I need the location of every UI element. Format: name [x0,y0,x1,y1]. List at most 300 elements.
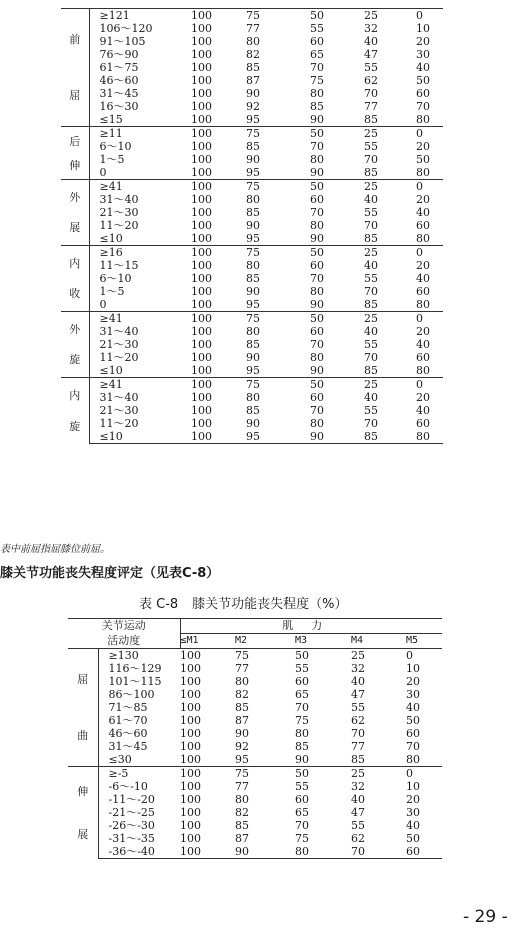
table-row [61,312,443,326]
value-cell: 40 [416,61,430,74]
value-cell: 100 [180,649,235,663]
table-row [68,688,442,701]
value-cell: 65 [295,688,309,701]
value-cell: 75 [246,127,310,141]
value-cell: 40 [364,391,378,404]
range-cell: ≤30 [98,753,180,767]
value-cell: 60 [295,675,309,688]
value-cell: 60 [310,391,324,404]
value-cell: 65 [310,48,324,61]
range-cell: ≥11 [89,127,191,141]
value-cell: 100 [191,246,246,260]
value-cell: 60 [406,845,442,859]
header-level: M4 [351,635,364,646]
value-cell: 87 [246,74,260,87]
value-cell: 50 [310,246,364,260]
value-cell: 100 [191,219,212,232]
value-cell: 80 [246,325,260,338]
value-cell: 50 [416,153,430,166]
value-cell: 50 [310,127,364,141]
value-cell: 100 [191,127,246,141]
group-label-char: 内 [69,389,81,402]
value-cell: 75 [295,832,309,845]
value-cell: 100 [191,298,246,312]
range-cell: 86～100 [108,688,155,701]
group-label-stack [61,380,89,441]
value-cell: 80 [416,298,443,312]
value-cell: 20 [406,675,420,688]
value-cell: 32 [351,780,365,793]
table-row [68,649,442,663]
value-cell: 100 [180,819,201,832]
value-cell: 70 [416,100,430,113]
value-cell: 82 [246,48,260,61]
value-cell: 55 [310,22,324,35]
value-cell: 25 [364,378,416,392]
header-range-of-motion: 活动度 [68,634,180,649]
value-cell: 55 [364,140,378,153]
range-cell: ≥41 [89,378,191,392]
value-cell: 100 [191,391,212,404]
value-cell: 25 [364,9,416,23]
group-label-stack [68,769,98,856]
table-c8 [68,618,442,859]
motion-group-label [61,246,89,312]
motion-group-label [61,9,89,127]
table-row [61,246,443,260]
table-row [68,767,442,781]
table-row [61,232,443,246]
value-cell: 100 [180,845,235,859]
value-cell: 25 [364,127,416,141]
value-cell: 62 [351,832,365,845]
group-label-char: 前 [69,32,81,46]
range-cell: 31～40 [99,193,139,206]
value-cell: 70 [310,206,324,219]
value-cell: 50 [416,74,430,87]
value-cell: 20 [406,793,420,806]
value-cell: 55 [351,819,365,832]
table-c7-body [61,9,443,444]
value-cell: 60 [310,259,324,272]
value-cell: 75 [235,649,295,663]
value-cell: 100 [191,351,212,364]
range-cell: ≥41 [89,180,191,194]
value-cell: 62 [364,74,378,87]
value-cell: 60 [416,219,430,232]
value-cell: 85 [364,298,416,312]
table-row [68,727,442,740]
value-cell: 70 [310,338,324,351]
value-cell: 40 [416,272,430,285]
range-cell: -31～-35 [108,832,155,845]
table-row [61,193,443,206]
value-cell: 92 [246,100,260,113]
motion-group-label [61,312,89,378]
value-cell: 0 [416,127,443,141]
value-cell: 55 [364,338,378,351]
table-row [61,272,443,285]
motion-group-label [68,767,98,859]
value-cell: 55 [295,662,309,675]
value-cell: 80 [246,193,260,206]
value-cell: 100 [191,232,246,246]
range-cell: 106～120 [99,22,153,35]
range-cell: 76～90 [99,48,139,61]
value-cell: 60 [416,285,430,298]
table-c8-body [68,649,442,859]
value-cell: 85 [235,819,249,832]
value-cell: 50 [406,714,420,727]
value-cell: 82 [235,806,249,819]
value-cell: 30 [416,48,430,61]
value-cell: 60 [310,193,324,206]
header-level: ≤M1 [180,635,199,646]
group-label-char: 屈 [77,672,89,686]
table-c7-continued [61,8,443,444]
value-cell: 70 [364,417,378,430]
value-cell: 80 [246,259,260,272]
value-cell: 90 [235,727,249,740]
table-footnote: 表中前屈指屈膝位前屈。 [0,544,110,555]
value-cell: 100 [191,113,246,127]
range-cell: 31～45 [99,87,139,100]
value-cell: 60 [416,351,430,364]
value-cell: 70 [310,404,324,417]
value-cell: 90 [310,430,364,444]
value-cell: 60 [310,325,324,338]
value-cell: 70 [295,819,309,832]
table-row [68,806,442,819]
range-cell: ≥16 [89,246,191,260]
range-cell: 46～60 [108,727,148,740]
group-label-stack [61,129,89,177]
value-cell: 100 [191,100,212,113]
value-cell: 40 [364,259,378,272]
range-cell: ≤10 [89,364,191,378]
value-cell: 80 [235,793,249,806]
range-cell: 21～30 [99,338,139,351]
value-cell: 20 [416,35,430,48]
value-cell: 40 [406,701,420,714]
value-cell: 100 [191,61,212,74]
range-cell: 116～129 [108,662,162,675]
table-row [68,662,442,675]
value-cell: 85 [364,364,416,378]
range-cell: 31～40 [99,391,139,404]
value-cell: 40 [351,675,365,688]
table-row [68,675,442,688]
table-row [61,364,443,378]
value-cell: 75 [246,246,310,260]
value-cell: 90 [246,87,260,100]
table-row [61,61,443,74]
range-cell: 61～75 [99,61,139,74]
value-cell: 92 [235,740,249,753]
range-cell: -6～-10 [108,780,148,793]
range-cell: -21～-25 [108,806,155,819]
value-cell: 75 [310,74,324,87]
value-cell: 85 [246,338,260,351]
value-cell: 87 [235,714,249,727]
value-cell: 85 [364,113,416,127]
group-label-char: 后 [69,134,81,148]
value-cell: 100 [191,87,212,100]
value-cell: 100 [180,701,201,714]
value-cell: 77 [235,662,249,675]
value-cell: 70 [295,701,309,714]
value-cell: 80 [246,391,260,404]
table-row [61,325,443,338]
value-cell: 90 [310,364,364,378]
group-label-char: 伸 [69,158,81,172]
value-cell: 80 [310,153,324,166]
value-cell: 25 [364,246,416,260]
value-cell: 55 [364,272,378,285]
value-cell: 100 [191,259,212,272]
range-cell: 1～5 [99,153,125,166]
value-cell: 25 [364,180,416,194]
value-cell: 75 [295,714,309,727]
value-cell: 80 [295,727,309,740]
value-cell: 80 [310,417,324,430]
value-cell: 25 [351,649,406,663]
value-cell: 85 [351,753,406,767]
table-row [61,298,443,312]
value-cell: 40 [416,404,430,417]
range-cell: 71～85 [108,701,148,714]
value-cell: 90 [246,351,260,364]
value-cell: 32 [364,22,378,35]
value-cell: 20 [416,391,430,404]
value-cell: 0 [416,312,443,326]
value-cell: 75 [235,767,295,781]
value-cell: 60 [310,35,324,48]
value-cell: 85 [246,140,260,153]
value-cell: 80 [416,166,443,180]
header-level: M3 [295,635,308,646]
value-cell: 100 [191,404,212,417]
table-row [68,793,442,806]
value-cell: 65 [295,806,309,819]
value-cell: 100 [191,48,212,61]
value-cell: 50 [295,649,351,663]
value-cell: 100 [180,780,201,793]
value-cell: 70 [364,87,378,100]
value-cell: 55 [364,61,378,74]
table-row [68,780,442,793]
value-cell: 90 [246,417,260,430]
range-cell: 11～20 [99,219,139,232]
value-cell: 55 [295,780,309,793]
value-cell: 85 [246,404,260,417]
table-row [61,74,443,87]
value-cell: 80 [310,351,324,364]
value-cell: 80 [246,35,260,48]
value-cell: 47 [364,48,378,61]
header-joint-motion [68,619,180,634]
value-cell: 100 [191,180,246,194]
table-row [61,259,443,272]
value-cell: 95 [235,753,295,767]
table-caption [139,593,362,612]
value-cell: 85 [246,61,260,74]
table-row [61,87,443,100]
value-cell: 90 [235,845,295,859]
header-joint-line1: 关节运动 [101,619,146,633]
table-row [61,48,443,61]
value-cell: 40 [416,206,430,219]
table-c8-header [68,619,442,649]
range-cell: 6～10 [99,140,132,153]
value-cell: 100 [191,312,246,326]
value-cell: 100 [180,793,201,806]
header-muscle-strength: 肌力 [180,619,442,634]
group-label-char: 旋 [69,353,81,367]
value-cell: 75 [246,312,310,326]
range-cell: ≤10 [89,232,191,246]
value-cell: 50 [310,312,364,326]
value-cell: 100 [191,22,212,35]
section-heading: 膝关节功能丧失程度评定（见表C-8） [0,566,220,581]
table-row [68,845,442,859]
value-cell: 95 [246,364,310,378]
value-cell: 32 [351,662,365,675]
value-cell: 60 [416,417,430,430]
value-cell: 80 [416,113,443,127]
value-cell: 75 [246,9,310,23]
value-cell: 95 [246,166,310,180]
value-cell: 90 [310,232,364,246]
value-cell: 60 [295,793,309,806]
value-cell: 80 [310,219,324,232]
value-cell: 62 [351,714,365,727]
range-cell: 61～70 [108,714,148,727]
table-row [61,391,443,404]
table-row [61,127,443,141]
value-cell: 25 [364,312,416,326]
value-cell: 70 [364,219,378,232]
value-cell: 100 [180,767,235,781]
range-cell: ≥130 [98,649,180,663]
group-label-stack [61,11,89,124]
group-label-char: 屈 [69,89,81,103]
value-cell: 77 [235,780,249,793]
value-cell: 80 [416,364,443,378]
value-cell: 100 [191,9,246,23]
table-row [61,285,443,298]
table-row [61,404,443,417]
table-row [68,740,442,753]
value-cell: 80 [416,430,443,444]
value-cell: 77 [364,100,378,113]
value-cell: 100 [191,166,246,180]
value-cell: 10 [416,22,430,35]
value-cell: 40 [364,193,378,206]
value-cell: 40 [416,338,430,351]
group-label-stack [61,314,89,375]
value-cell: 85 [364,430,416,444]
value-cell: 75 [246,378,310,392]
value-cell: 70 [310,272,324,285]
value-cell: 85 [364,166,416,180]
value-cell: 95 [246,113,310,127]
value-cell: 10 [406,662,420,675]
value-cell: 100 [180,740,201,753]
value-cell: 100 [180,714,201,727]
range-cell: 21～30 [99,206,139,219]
value-cell: 55 [364,206,378,219]
range-cell: 11～15 [99,259,139,272]
value-cell: 90 [295,753,351,767]
value-cell: 0 [416,246,443,260]
value-cell: 100 [180,675,201,688]
value-cell: 75 [246,180,310,194]
value-cell: 95 [246,298,310,312]
group-label-char: 收 [69,287,81,301]
value-cell: 50 [406,832,420,845]
value-cell: 100 [180,832,201,845]
group-label-char: 旋 [69,419,81,433]
range-cell: -11～-20 [108,793,155,806]
value-cell: 55 [364,404,378,417]
value-cell: 90 [310,166,364,180]
motion-group-label [61,180,89,246]
value-cell: 25 [351,767,406,781]
value-cell: 0 [416,9,443,23]
table-row [61,180,443,194]
value-cell: 0 [416,378,443,392]
header-level: M2 [235,635,248,646]
value-cell: 20 [416,193,430,206]
table-row [61,338,443,351]
range-cell: 31～45 [108,740,148,753]
value-cell: 50 [310,9,364,23]
table-row [61,153,443,166]
value-cell: 100 [191,430,246,444]
table-row [68,832,442,845]
range-cell: 11～20 [99,351,139,364]
value-cell: 20 [416,325,430,338]
value-cell: 100 [191,140,212,153]
range-cell: ≥-5 [98,767,180,781]
value-cell: 87 [235,832,249,845]
value-cell: 85 [364,232,416,246]
value-cell: 47 [351,806,365,819]
range-cell: ≤10 [89,430,191,444]
table-row [61,166,443,180]
value-cell: 100 [191,153,212,166]
value-cell: 95 [246,232,310,246]
table-row [61,219,443,232]
value-cell: 70 [364,351,378,364]
table-row [61,351,443,364]
range-cell: -36～-40 [98,845,180,859]
table-row [68,753,442,767]
value-cell: 90 [246,153,260,166]
value-cell: 100 [180,806,201,819]
value-cell: 50 [310,180,364,194]
range-cell: 0 [89,166,191,180]
value-cell: 100 [191,338,212,351]
table-row [61,35,443,48]
value-cell: 100 [191,417,212,430]
group-label-char: 外 [69,322,81,336]
value-cell: 20 [416,259,430,272]
range-cell: 21～30 [99,404,139,417]
range-cell: 0 [89,298,191,312]
table-row [61,22,443,35]
